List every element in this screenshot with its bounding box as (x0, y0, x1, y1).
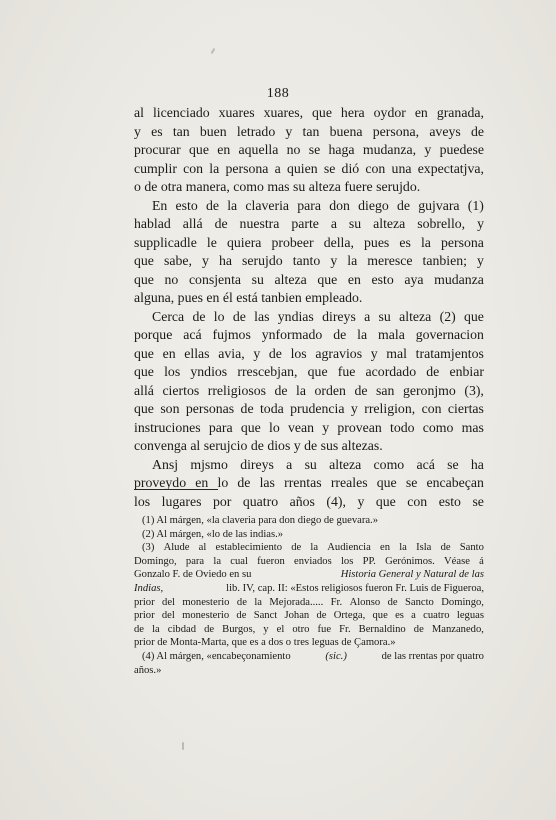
word: de (316, 610, 327, 622)
word: de (268, 345, 282, 361)
word: a (364, 308, 371, 324)
word: en (380, 542, 391, 554)
word: no (286, 142, 301, 157)
word: aquella (238, 142, 279, 157)
word: con (183, 160, 204, 176)
word: de (413, 623, 424, 635)
word: las (254, 308, 270, 324)
word: otro (292, 623, 310, 635)
word: aveys (429, 123, 461, 139)
text-line (134, 308, 484, 327)
paper-speck (182, 742, 184, 750)
word: y (424, 142, 432, 157)
word: alteza (274, 271, 307, 287)
word: la (213, 555, 222, 567)
text-line (134, 456, 484, 475)
word: dió (341, 160, 360, 176)
word: Domingo, (134, 555, 177, 567)
word: Fr. (339, 623, 351, 635)
word: Domingo, (441, 596, 484, 608)
word: ynformado (261, 327, 323, 342)
word: que (134, 253, 154, 268)
word: monesterio (182, 610, 230, 622)
word: que (312, 105, 332, 120)
word: serujdo (242, 253, 283, 268)
text-line: convenga al serujcio de dios y de sus altezas. (134, 438, 383, 453)
word: quatro (242, 493, 279, 509)
word: En (152, 197, 168, 213)
footnote-1: (1) Al márgen, «la claveria para don diego de guevara.» (142, 515, 379, 526)
word: Cerca (152, 308, 185, 324)
word: toda (259, 401, 284, 416)
word: haga (328, 142, 355, 157)
word: a (411, 610, 416, 622)
word: á (479, 555, 484, 567)
word: esto (175, 197, 198, 213)
word: de (134, 623, 144, 635)
footnote-3-line (134, 541, 484, 555)
word: direys (322, 308, 356, 324)
word: en (414, 105, 428, 120)
word: provean (337, 419, 382, 435)
word: letrado (236, 123, 276, 139)
word: de (192, 308, 206, 324)
text-line (134, 271, 484, 290)
word: y (357, 493, 365, 509)
word: encabeçan (426, 475, 484, 490)
word: con (365, 160, 386, 176)
word: su (304, 456, 317, 472)
word: rreligion, (364, 401, 416, 416)
word: yndios (190, 364, 228, 379)
word: la (420, 234, 431, 250)
word: de (204, 623, 215, 635)
word: y (263, 623, 269, 635)
word: Santo (459, 542, 484, 554)
footnote-4-text: de las rrentas por quatro (381, 650, 484, 662)
word: que (307, 364, 328, 379)
text-line (134, 123, 484, 142)
word: de (333, 327, 347, 342)
footnote-divider (134, 489, 218, 490)
word: se (323, 160, 336, 176)
footnote-2: (2) Al márgen, «lo de las indias.» (142, 528, 284, 540)
word: don (329, 197, 350, 213)
text-line (134, 493, 484, 512)
word: la (347, 253, 358, 268)
word: (3), (464, 382, 484, 398)
word: meresce (367, 253, 413, 268)
word: (2) (439, 308, 456, 324)
word: mudanza, (362, 142, 417, 157)
word: governacion (415, 327, 484, 342)
word: de (236, 610, 247, 622)
word: no (164, 271, 179, 287)
page-number: 188 (266, 86, 290, 101)
word: Manzanedo, (431, 623, 484, 635)
word: es (395, 610, 404, 622)
word: la (399, 542, 407, 554)
body-text (134, 104, 484, 511)
text-line (134, 215, 484, 234)
word: xuares, (263, 105, 304, 120)
word: cual (230, 555, 248, 567)
word: para (208, 419, 233, 435)
word: orden (314, 382, 346, 398)
footnotes (134, 514, 484, 677)
word: su (348, 216, 362, 231)
text-line: alguna, pues en él está tanbien empleado. (134, 290, 363, 305)
footnote-4-line: años.» (134, 664, 162, 676)
word: Audiencia (327, 542, 371, 554)
word: lo (217, 475, 229, 490)
footnote-4-sic: (sic.) (325, 650, 347, 662)
word: Ortega, (333, 610, 366, 622)
word: se (472, 493, 484, 509)
word: Sanct (253, 610, 278, 622)
word: que (375, 493, 396, 509)
word: Mejorada..... (269, 596, 324, 608)
word: Sancto (405, 596, 434, 608)
word: de (354, 382, 368, 398)
word: ellas (184, 345, 210, 361)
text-line (134, 363, 484, 382)
word: tanbien; (422, 253, 467, 268)
word: instruciones (134, 419, 201, 435)
word: rreales (330, 475, 368, 490)
text-line (134, 252, 484, 271)
word: por (212, 493, 232, 509)
footnote-3-text: Gonzalo F. de Oviedo en su (134, 569, 252, 581)
word: ciertos (162, 382, 200, 398)
footnote-3-line: prior de Monta-Marta, que es a dos o tres leguas de Çamora.» (134, 637, 396, 649)
word: buena (329, 123, 363, 139)
word: procurar (134, 142, 181, 157)
word: y (201, 253, 209, 268)
word: vean (287, 419, 315, 435)
word: avia, (218, 345, 245, 361)
word: sabe, (163, 253, 192, 268)
word: puedese (439, 142, 484, 157)
word: mjsmo (190, 456, 228, 472)
word: san (376, 382, 395, 398)
word: para (185, 555, 205, 567)
word: expectatjva, (417, 160, 484, 176)
text-line (134, 345, 484, 364)
word: los (164, 364, 181, 379)
word: mala (378, 327, 405, 342)
word: que (189, 142, 209, 157)
word: agravios (315, 345, 363, 361)
text-line (134, 382, 484, 401)
word: sobrello, (417, 216, 466, 231)
word: Véase (444, 555, 470, 567)
word: a (330, 216, 337, 231)
word: de (396, 197, 410, 213)
word: alteza (329, 456, 362, 472)
word: tan (302, 123, 320, 139)
word: de (440, 542, 451, 554)
word: como (373, 456, 405, 472)
word: esto (438, 493, 461, 509)
word: de (291, 542, 302, 554)
word: que (376, 475, 397, 490)
word: gujvara (418, 197, 460, 213)
word: de (387, 596, 398, 608)
word: rrescebjan, (237, 364, 298, 379)
word: de (205, 197, 219, 213)
text-line (134, 326, 484, 345)
word: que (134, 364, 154, 379)
word: en (217, 142, 231, 157)
word: lo (213, 308, 225, 324)
word: proveydo (134, 475, 187, 490)
word: que (463, 308, 484, 324)
word: claveria (245, 197, 290, 213)
word: della, (323, 234, 354, 250)
word: y (253, 345, 261, 361)
word: yndias (277, 308, 314, 324)
footnote-3-text: lib. IV, cap. II: «Estos religiosos fueron Fr. Luis de Figueroa, (226, 582, 484, 594)
word: persona (440, 234, 484, 250)
word: parte (291, 216, 319, 231)
word: tanto (292, 253, 321, 268)
word: alteza (399, 308, 432, 324)
word: mal (386, 345, 407, 361)
word: buen (199, 123, 227, 139)
word: la (310, 542, 319, 554)
word: la (296, 382, 307, 398)
word: ha (470, 456, 484, 472)
word: que (372, 610, 388, 622)
word: los (340, 555, 354, 567)
word: a (286, 456, 293, 472)
word: fujmos (212, 327, 251, 342)
word: la (209, 160, 220, 176)
word: geronjmo (402, 382, 456, 398)
word: ciertas (447, 401, 484, 416)
word: rrentas (284, 475, 322, 490)
word: y (477, 216, 484, 231)
word: las (259, 475, 275, 490)
word: de (426, 364, 440, 379)
word: tratamjentos (415, 345, 484, 361)
word: se (308, 142, 321, 157)
word: que (240, 419, 261, 435)
word: personas (185, 401, 235, 416)
word: que (317, 271, 338, 287)
word: en (162, 345, 176, 361)
word: de (236, 596, 247, 608)
word: Ansj (152, 456, 179, 472)
word: una (391, 160, 412, 176)
word: y (285, 123, 293, 139)
word: (1) (467, 197, 484, 213)
word: cumplir (134, 160, 177, 176)
word: y (134, 123, 141, 139)
text-line (134, 419, 484, 438)
word: y (322, 419, 330, 435)
word: alteza (373, 216, 406, 231)
word: cuatro (423, 610, 450, 622)
footnote-3-line (134, 609, 484, 623)
word: leguas (456, 610, 484, 622)
footnote-3-line (134, 623, 484, 637)
word: porque (134, 327, 173, 342)
word: mas (461, 419, 484, 435)
word: supplicadle (134, 234, 197, 250)
word: años (289, 493, 315, 509)
word: acordado (365, 364, 417, 379)
word: los (290, 345, 307, 361)
word: y (477, 253, 484, 268)
word: la (152, 623, 160, 635)
word: allá (182, 216, 203, 231)
word: Gerónimos. (385, 555, 435, 567)
word: su (378, 308, 391, 324)
word: y (330, 253, 338, 268)
text-line (134, 197, 484, 216)
word: se (447, 456, 459, 472)
word: con (407, 493, 428, 509)
word: nuestra (239, 216, 280, 231)
word: hablad (134, 216, 171, 231)
word: para (297, 197, 321, 213)
word: aya (404, 271, 424, 287)
word: licenciado (152, 105, 210, 120)
word: quien (286, 160, 318, 176)
word: que (134, 401, 154, 416)
word: Johan (284, 610, 310, 622)
footnote-3-line (134, 568, 484, 582)
word: tan (172, 123, 190, 139)
word: a (274, 160, 281, 176)
footnote-4-text: (4) Al márgen, «encabeçonamiento (142, 650, 291, 662)
footnote-3-line (134, 582, 484, 596)
word: pues (364, 234, 390, 250)
word: consjenta (188, 271, 242, 287)
word: Isla (416, 542, 432, 554)
word: la (254, 596, 262, 608)
word: monesterio (182, 596, 230, 608)
word: Alonso (349, 596, 381, 608)
word: mudanza (434, 271, 484, 287)
text-line (134, 104, 484, 123)
word: persona (225, 160, 269, 176)
text-line (134, 234, 484, 253)
text-line (134, 141, 484, 160)
word: Burgos, (222, 623, 256, 635)
word: Bernaldino (358, 623, 406, 635)
word: granada, (436, 105, 484, 120)
word: (4), (326, 493, 346, 509)
word: se (405, 475, 418, 490)
word: rreligiosos (207, 382, 266, 398)
word: xuares (218, 105, 255, 120)
text-line (134, 400, 484, 419)
text-line: o de otra manera, como mas su alteza fuere serujdo. (134, 179, 421, 194)
word: de (232, 308, 246, 324)
word: en (347, 271, 361, 287)
word: fueron (257, 555, 285, 567)
text-line (134, 160, 484, 179)
word: con (421, 401, 442, 416)
word: establecimiento (215, 542, 282, 554)
word: (3) (142, 542, 155, 554)
word: allá (134, 382, 154, 398)
word: todo (390, 419, 415, 435)
word: enviados (294, 555, 332, 567)
word: persona, (372, 123, 420, 139)
word: PP. (362, 555, 376, 567)
word: lo (269, 419, 280, 435)
word: del (161, 610, 175, 622)
footnote-4-line (134, 650, 484, 664)
footnote-3-line (134, 555, 484, 569)
word: del (162, 596, 175, 608)
word: como (422, 419, 454, 435)
word: lugares (161, 493, 202, 509)
word: prior (134, 610, 155, 622)
word: de (240, 401, 254, 416)
word: es (399, 234, 411, 250)
word: la (227, 197, 238, 213)
footnote-3-line (134, 596, 484, 610)
word: los (134, 493, 151, 509)
word: diego (358, 197, 389, 213)
word: y (350, 401, 358, 416)
word: oydor (373, 105, 406, 120)
footnote-3-book-title-cont: Indias, (134, 582, 164, 594)
word: probeer (271, 234, 314, 250)
word: la (357, 327, 368, 342)
word: su (251, 271, 264, 287)
word: cibdad (167, 623, 197, 635)
word: son (160, 401, 180, 416)
word: hera (340, 105, 365, 120)
footnote-3-book-title: Historia General y Natural de las (340, 569, 484, 581)
word: Alude (163, 542, 190, 554)
word: es (151, 123, 163, 139)
word: Fr. (330, 596, 343, 608)
word: prudencia (290, 401, 345, 416)
word: esto (371, 271, 394, 287)
word: prior (134, 596, 155, 608)
word: al (198, 542, 207, 554)
word: de (214, 216, 228, 231)
word: que (134, 345, 154, 361)
word: y (370, 345, 378, 361)
word: de (470, 123, 484, 139)
paper-speck (211, 48, 216, 54)
word: le (206, 234, 217, 250)
word: fue (317, 623, 332, 635)
word: de (237, 475, 251, 490)
word: ha (218, 253, 232, 268)
word: que (134, 271, 154, 287)
word: al (134, 105, 144, 120)
word: enbiar (449, 364, 484, 379)
word: acá (416, 456, 435, 472)
word: fue (337, 364, 356, 379)
word: direys (240, 456, 274, 472)
word: quiera (226, 234, 262, 250)
word: de (274, 382, 288, 398)
word: acá (183, 327, 202, 342)
word: el (276, 623, 285, 635)
word: en (195, 475, 209, 490)
